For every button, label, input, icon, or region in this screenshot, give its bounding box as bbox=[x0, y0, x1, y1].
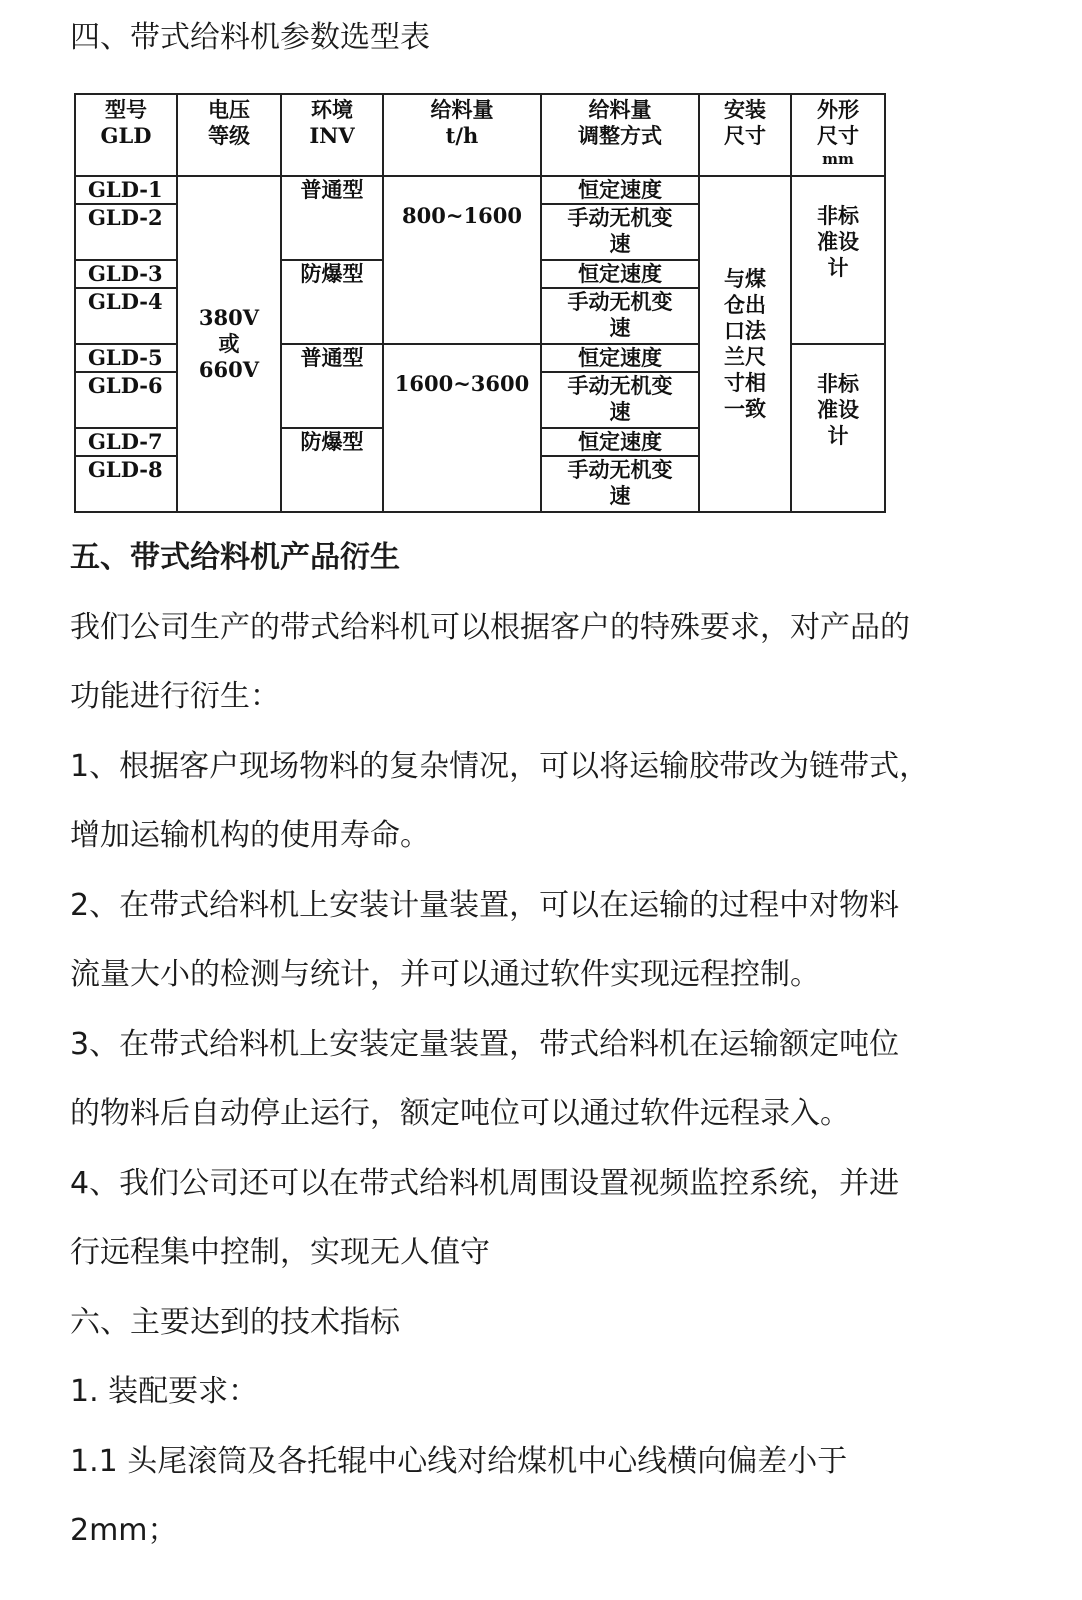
spec-table bbox=[74, 93, 886, 513]
adjust-mode-cell: 恒定速度 bbox=[541, 176, 699, 204]
header-outline-unit: mm bbox=[822, 150, 854, 168]
environment-cell: 防爆型 bbox=[281, 428, 383, 512]
header-feed-rate: 给料量 t/h bbox=[383, 94, 541, 176]
outline-size-cell: 非标 准设 计 bbox=[791, 176, 885, 344]
feed-rate-cell: 800~1600 bbox=[383, 176, 541, 344]
requirement-1-1-line1: 1.1 头尾滚筒及各托辊中心线对给煤机中心线横向偏差小于 bbox=[70, 1444, 848, 1479]
model-cell: GLD-6 bbox=[75, 372, 177, 428]
assembly-title: 1. 装配要求： bbox=[70, 1374, 259, 1409]
list-item-1-line1: 1、根据客户现场物料的复杂情况，可以将运输胶带改为链带式， bbox=[70, 749, 930, 784]
paragraph-line: 我们公司生产的带式给料机可以根据客户的特殊要求，对产品的 bbox=[70, 610, 910, 645]
environment-cell: 普通型 bbox=[281, 344, 383, 428]
adjust-mode-cell: 手动无机变 速 bbox=[541, 372, 699, 428]
table-row bbox=[75, 176, 885, 204]
model-cell: GLD-4 bbox=[75, 288, 177, 344]
header-voltage: 电压 等级 bbox=[177, 94, 281, 176]
model-cell: GLD-5 bbox=[75, 344, 177, 372]
model-cell: GLD-1 bbox=[75, 176, 177, 204]
header-install-size: 安装 尺寸 bbox=[699, 94, 791, 176]
model-cell: GLD-2 bbox=[75, 204, 177, 260]
environment-cell: 防爆型 bbox=[281, 260, 383, 344]
adjust-mode-cell: 恒定速度 bbox=[541, 260, 699, 288]
model-cell: GLD-3 bbox=[75, 260, 177, 288]
list-item-2-line2: 流量大小的检测与统计，并可以通过软件实现远程控制。 bbox=[70, 957, 820, 992]
adjust-mode-cell: 恒定速度 bbox=[541, 344, 699, 372]
outline-size-cell: 非标 准设 计 bbox=[791, 344, 885, 512]
paragraph-line: 功能进行衍生： bbox=[70, 679, 280, 714]
adjust-mode-cell: 恒定速度 bbox=[541, 428, 699, 456]
list-item-1-line2: 增加运输机构的使用寿命。 bbox=[70, 818, 430, 853]
adjust-mode-cell: 手动无机变 速 bbox=[541, 204, 699, 260]
list-item-3-line2: 的物料后自动停止运行，额定吨位可以通过软件远程录入。 bbox=[70, 1096, 850, 1131]
header-outline-label: 外形 尺寸 bbox=[817, 97, 859, 148]
feed-rate-cell: 1600~3600 bbox=[383, 344, 541, 512]
model-cell: GLD-7 bbox=[75, 428, 177, 456]
requirement-1-1-line2: 2mm； bbox=[70, 1513, 178, 1548]
table-header-row bbox=[75, 94, 885, 176]
header-outline-size bbox=[791, 94, 885, 176]
list-item-4-line2: 行远程集中控制，实现无人值守 bbox=[70, 1235, 490, 1270]
header-model: 型号 GLD bbox=[75, 94, 177, 176]
list-item-4-line1: 4、我们公司还可以在带式给料机周围设置视频监控系统，并进 bbox=[70, 1166, 900, 1201]
section-heading-derivation: 五、带式给料机产品衍生 bbox=[70, 540, 400, 575]
adjust-mode-cell: 手动无机变 速 bbox=[541, 288, 699, 344]
list-item-2-line1: 2、在带式给料机上安装计量装置，可以在运输的过程中对物料 bbox=[70, 888, 900, 923]
install-size-cell: 与煤 仓出 口法 兰尺 寸相 一致 bbox=[699, 176, 791, 512]
section-heading-tech: 六、主要达到的技术指标 bbox=[70, 1305, 400, 1340]
model-cell: GLD-8 bbox=[75, 456, 177, 512]
adjust-mode-cell: 手动无机变 速 bbox=[541, 456, 699, 512]
list-item-3-line1: 3、在带式给料机上安装定量装置，带式给料机在运输额定吨位 bbox=[70, 1027, 900, 1062]
environment-cell: 普通型 bbox=[281, 176, 383, 260]
header-environment: 环境 INV bbox=[281, 94, 383, 176]
section-heading-table: 四、带式给料机参数选型表 bbox=[70, 20, 430, 55]
voltage-cell: 380V 或 660V bbox=[177, 176, 281, 512]
header-adjust-mode: 给料量 调整方式 bbox=[541, 94, 699, 176]
